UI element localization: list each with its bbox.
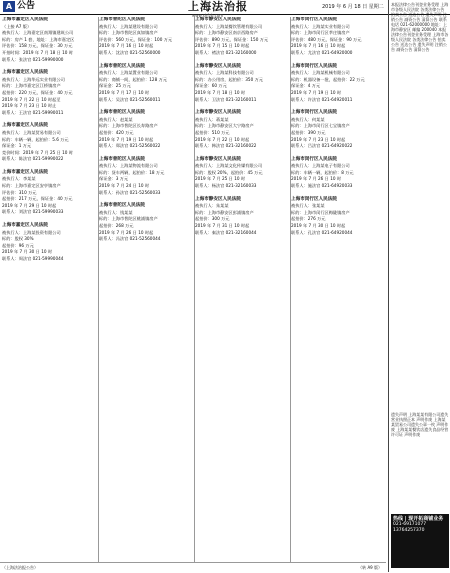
notice-line: 标的：房产 1 套，地址：上海市嘉定区 — [2, 36, 75, 42]
notice-line: 联系人：王法官 021-59990011 — [2, 109, 64, 115]
notice-line: 被执行人：上海某投资有限公司 — [2, 229, 61, 235]
notice-columns — [0, 17, 386, 562]
court-notice — [195, 157, 287, 190]
notice-line: 被执行人：上海某实业有限公司 — [291, 23, 350, 29]
notice-line: 2019 年 7 月 22 日 10 时起 — [195, 136, 250, 142]
notice-line: 标的：上海市闵行区梅陇镇房产 — [291, 209, 350, 215]
notice-line: 2019 年 7 月 30 日 10 时起 — [291, 223, 346, 229]
notice-line: 2019 年 7 月 23 日 10 时止 — [2, 103, 57, 109]
notice-title: 上海市静安区人民法院 — [195, 156, 241, 162]
notice-title: 上海市静安区人民法院 — [195, 63, 241, 69]
notice-line: 联系人：刘法官 021-59990033 — [2, 209, 64, 215]
notice-line: 被执行人：上海某机械有限公司 — [291, 70, 350, 76]
court-notice — [291, 17, 383, 57]
notice-line: 标的：上海市闵行区莘庄镇房产 — [291, 30, 350, 36]
notice-title: 上海市嘉定区人民法院 — [2, 123, 48, 129]
notice-line: 保证金：1 万元 — [2, 143, 32, 149]
notice-line: 被执行人：上海某文化传媒有限公司 — [195, 163, 263, 169]
notice-line: 2019 年 7 月 15 日 10 时起 — [195, 43, 250, 49]
court-notice — [2, 123, 94, 163]
notice-line: 联系人：施法官 021-64920033 — [291, 183, 353, 189]
court-notice — [195, 110, 287, 150]
advertisement-box — [391, 514, 449, 568]
notice-title: 上海市闵行区人民法院 — [291, 110, 337, 116]
notice-line: 联系人：杨法官 021-32160033 — [195, 183, 257, 189]
court-notice — [291, 64, 383, 104]
notice-line: 2019 年 7 月 19 日 10 时起 — [99, 136, 154, 142]
notice-line: 被执行人：上海某贸易有限公司 — [2, 129, 61, 135]
notice-line: 联系人：吴法官 021-52560011 — [99, 96, 161, 102]
court-notice — [99, 17, 191, 57]
notice-line: 2019 年 7 月 16 日 10 时起 — [99, 43, 154, 49]
notice-line: 2019 年 7 月 19 日 10 时 — [291, 89, 342, 95]
notice-title: 上海市闵行区人民法院 — [291, 156, 337, 162]
court-notice — [99, 110, 191, 150]
notice-line: 联系人：许法官 021-64920011 — [291, 96, 353, 102]
notice-line: 联系人：沈法官 021-52560000 — [99, 49, 161, 55]
notice-line: 评估价：310 万元 — [2, 189, 37, 195]
notice-line: 2019 年 7 月 26 日 10 时 — [291, 176, 342, 182]
notice-line: 被执行人：上海某置业有限公司 — [99, 70, 158, 76]
notice-line: 被执行人：李某某 — [2, 176, 36, 182]
notice-line: 开拍时间：2019 年 7 月 18 日 10 时 — [2, 49, 73, 55]
notice-line: 联系人：卫法官 021-32160011 — [195, 96, 257, 102]
notice-line: 标的：货车两辆，起拍价：18 万元 — [99, 169, 165, 175]
notice-line: 标的：机器设备一批，起拍价：22 万元 — [291, 76, 365, 82]
court-notice — [2, 17, 94, 63]
notice-line: 联系人：张法官 021-59990000 — [2, 56, 64, 62]
notice-title: 上海市静安区人民法院 — [195, 17, 241, 22]
notice-column — [194, 17, 287, 562]
notice-column — [2, 17, 94, 562]
notice-title: 上海市嘉定区人民法院 — [2, 223, 48, 229]
notice-line: 2019 年 7 月 18 日 10 时 — [195, 89, 246, 95]
issue-date: 2019 年 6 月 18 日 星期二 — [322, 4, 384, 10]
notice-line: 被执行人：上海某建设有限公司 — [99, 23, 158, 29]
notice-line: 2019 年 7 月 26 日 10 时起 — [99, 229, 154, 235]
court-notice — [291, 197, 383, 237]
notice-line: 2019 年 7 月 17 日 10 时 — [99, 89, 150, 95]
notice-line: 标的：车辆一辆，起拍价：8 万元 — [291, 169, 354, 175]
notice-line: 标的：办公用房，起拍价：350 万元 — [195, 76, 263, 82]
court-notice — [195, 64, 287, 104]
notice-line: 标的：上海市嘉定区江桥镇房产 — [2, 83, 61, 89]
notice-line: 联系人：吕法官 021-64920022 — [291, 143, 353, 149]
footer-continued-note: （转 A9 版） — [358, 565, 382, 570]
notice-line: 联系人：秦法官 021-32160044 — [195, 229, 257, 235]
sidebar-classified-text: 本报法律公告刊登业务受理 上海市各级人民法院 各类法律公告 拍卖公告 送达公告 遗失声明 注销公告 减资公告 清算公告 联系电话 021-62000000 地址：上海市静安区 邮编 200040 本报法律公告刊登业务受理 上海市各级人民法院 各类法律公告 拍卖公告 送达公告 遗失声明 注销公告 减资公告 清算公告 — [391, 2, 449, 52]
notice-line: 2019 年 7 月 22 日 10 时起至 — [2, 96, 61, 102]
notice-line: 起拍价：268 万元 — [99, 223, 134, 229]
notice-line: 评估价：158 万元，保证金：30 万元 — [2, 43, 73, 49]
notice-title: 上海市闵行区人民法院 — [291, 63, 337, 69]
notice-line: 保证金：4 万元 — [291, 83, 321, 89]
footer-left-note: （上海法治报公告） — [2, 565, 38, 570]
notice-title: 上海市嘉定区人民法院 — [2, 70, 48, 76]
notice-line: 联系人：陈法官 021-59990022 — [2, 156, 64, 162]
notice-line: 被执行人：张某某 — [291, 203, 325, 209]
notice-line: 保证金：60 万元 — [195, 83, 227, 89]
notice-line: 被执行人：上海某电子有限公司 — [291, 163, 350, 169]
court-notice — [291, 157, 383, 190]
notice-title: 上海市闵行区人民法院 — [291, 196, 337, 202]
notice-title: 上海市静安区人民法院 — [195, 196, 241, 202]
notice-line: 标的：上海市普陀区长寿路房产 — [99, 123, 158, 129]
notice-line: 被执行人：钱某某 — [99, 209, 133, 215]
notice-line: 标的：上海市静安区大宁路房产 — [195, 123, 254, 129]
court-notice — [195, 17, 287, 57]
notice-line: 起拍价：300 万元 — [195, 216, 230, 222]
notice-line: 联系人：褚法官 021-32160000 — [195, 49, 257, 55]
notice-line: 2019 年 7 月 31 日 10 时起 — [195, 223, 250, 229]
sidebar-lost-notices: 遗失声明 上海某某有限公司遗失营业执照正本 声明作废 上海某某贸易公司遗失公章一枚 声明作废 上海某某餐饮店遗失食品经营许可证 声明作废 — [391, 412, 449, 437]
notice-line: 联系人：郑法官 021-52560022 — [99, 143, 161, 149]
notice-line: 起拍价：390 万元 — [291, 129, 326, 135]
notice-title: 上海市普陀区人民法院 — [99, 203, 145, 209]
notice-line: 联系人：孙法官 021-52560033 — [99, 189, 161, 195]
notice-title: 上海市静安区人民法院 — [195, 110, 241, 116]
page-footer — [0, 562, 386, 573]
notice-line: 起拍价：96 万元 — [2, 242, 34, 248]
notice-line: （上接 A7 版） — [2, 23, 32, 29]
court-notice — [99, 64, 191, 104]
court-notice — [2, 70, 94, 116]
notice-line: 标的：上海市普陀区桃浦镇房产 — [99, 216, 158, 222]
notice-line: 2019 年 7 月 16 日 10 时起 — [291, 43, 346, 49]
notice-line: 联系人：韩法官 021-32160022 — [195, 143, 257, 149]
notice-line: 被执行人：上海嘉定区南翔镇建筑公司 — [2, 30, 74, 36]
notice-line: 被执行人：上海某餐饮管理有限公司 — [195, 23, 263, 29]
notice-line: 联系人：冯法官 021-52560044 — [99, 236, 161, 242]
notice-title: 上海市闵行区人民法院 — [291, 17, 337, 22]
notice-title: 上海市普陀区人民法院 — [99, 17, 145, 22]
court-notice — [2, 170, 94, 216]
notice-line: 被执行人：上海某科技有限公司 — [195, 70, 254, 76]
notice-line: 2019 年 7 月 25 日 10 时 — [195, 176, 246, 182]
court-notice — [99, 203, 191, 243]
notice-line: 标的：上海市静安区彭浦镇房产 — [195, 209, 254, 215]
notice-line: 起拍价：420 万元 — [99, 129, 134, 135]
notice-line: 评估价：890 万元，保证金：150 万元 — [195, 36, 269, 42]
notice-line: 被执行人：朱某某 — [195, 203, 229, 209]
notice-line: 标的：股权 20%，起拍价：45 万元 — [195, 169, 263, 175]
court-notice — [195, 197, 287, 237]
notice-line: 被执行人：上海某物流有限公司 — [99, 163, 158, 169]
newspaper-masthead: 上海法治报 — [188, 0, 248, 13]
court-notice — [99, 157, 191, 197]
page-header — [0, 0, 450, 18]
notice-title: 上海市嘉定区人民法院 — [2, 17, 48, 22]
court-notice — [291, 110, 383, 150]
ad-phone-2: 13764257370 — [393, 528, 425, 533]
notice-line: 2019 年 7 月 24 日 10 时 — [99, 183, 150, 189]
notice-title: 上海市普陀区人民法院 — [99, 63, 145, 69]
notice-line: 2019 年 7 月 30 日 10 时 — [2, 249, 53, 255]
notice-title: 上海市嘉定区人民法院 — [2, 169, 48, 175]
notice-line: 联系人：尤法官 021-64920000 — [291, 49, 353, 55]
section-logo: A — [3, 1, 15, 12]
court-notice — [2, 223, 94, 263]
notice-title: 上海市普陀区人民法院 — [99, 110, 145, 116]
ad-phone: 021-69171077 — [393, 522, 427, 527]
notice-line: 起拍价：220 万元，保证金：40 万元 — [2, 89, 73, 95]
notice-line: 被执行人：赵某某 — [99, 116, 133, 122]
notice-line: 保证金：3 万元 — [99, 176, 129, 182]
notice-line: 起拍价：510 万元 — [195, 129, 230, 135]
right-sidebar — [388, 0, 450, 572]
notice-line: 联系人：周法官 021-59990044 — [2, 256, 64, 261]
notice-column — [98, 17, 191, 562]
notice-line: 标的：上海市嘉定区安亭镇房产 — [2, 183, 61, 189]
ad-title: 热线 | 现开拓商铺业务 — [393, 516, 444, 522]
notice-line: 标的：上海市普陀区真如镇房产 — [99, 30, 158, 36]
notice-line: 竞价时间：2019 年 7 月 25 日 10 时 — [2, 149, 73, 155]
notice-column — [290, 17, 383, 562]
notice-line: 被执行人：蒋某某 — [195, 116, 229, 122]
notice-line: 保证金：25 万元 — [99, 83, 131, 89]
newspaper-website: www.shfzb.com — [192, 13, 224, 18]
notice-line: 标的：股权 30% — [2, 236, 34, 242]
notice-line: 评估价：560 万元，保证金：100 万元 — [99, 36, 173, 42]
notice-line: 标的：商铺一间，起拍价：128 万元 — [99, 76, 167, 82]
notice-line: 标的：上海市闵行区七宝镇房产 — [291, 123, 350, 129]
notice-line: 起拍价：217 万元，保证金：40 万元 — [2, 196, 73, 202]
notice-line: 被执行人：上海华远实业有限公司 — [2, 76, 65, 82]
section-title: 公告 — [17, 1, 36, 11]
notice-line: 被执行人：何某某 — [291, 116, 325, 122]
notice-line: 2019 年 7 月 29 日 10 时起 — [2, 202, 57, 208]
notice-line: 评估价：480 万元，保证金：90 万元 — [291, 36, 362, 42]
notice-line: 联系人：孔法官 021-64920044 — [291, 229, 353, 235]
notice-line: 标的：上海市静安区南京西路房产 — [195, 30, 258, 36]
notice-line: 2019 年 7 月 23 日 10 时起 — [291, 136, 346, 142]
notice-title: 上海市普陀区人民法院 — [99, 156, 145, 162]
notice-line: 标的：车辆一辆，起拍价：5.6 万元 — [2, 136, 69, 142]
notice-line: 起拍价：276 万元 — [291, 216, 326, 222]
